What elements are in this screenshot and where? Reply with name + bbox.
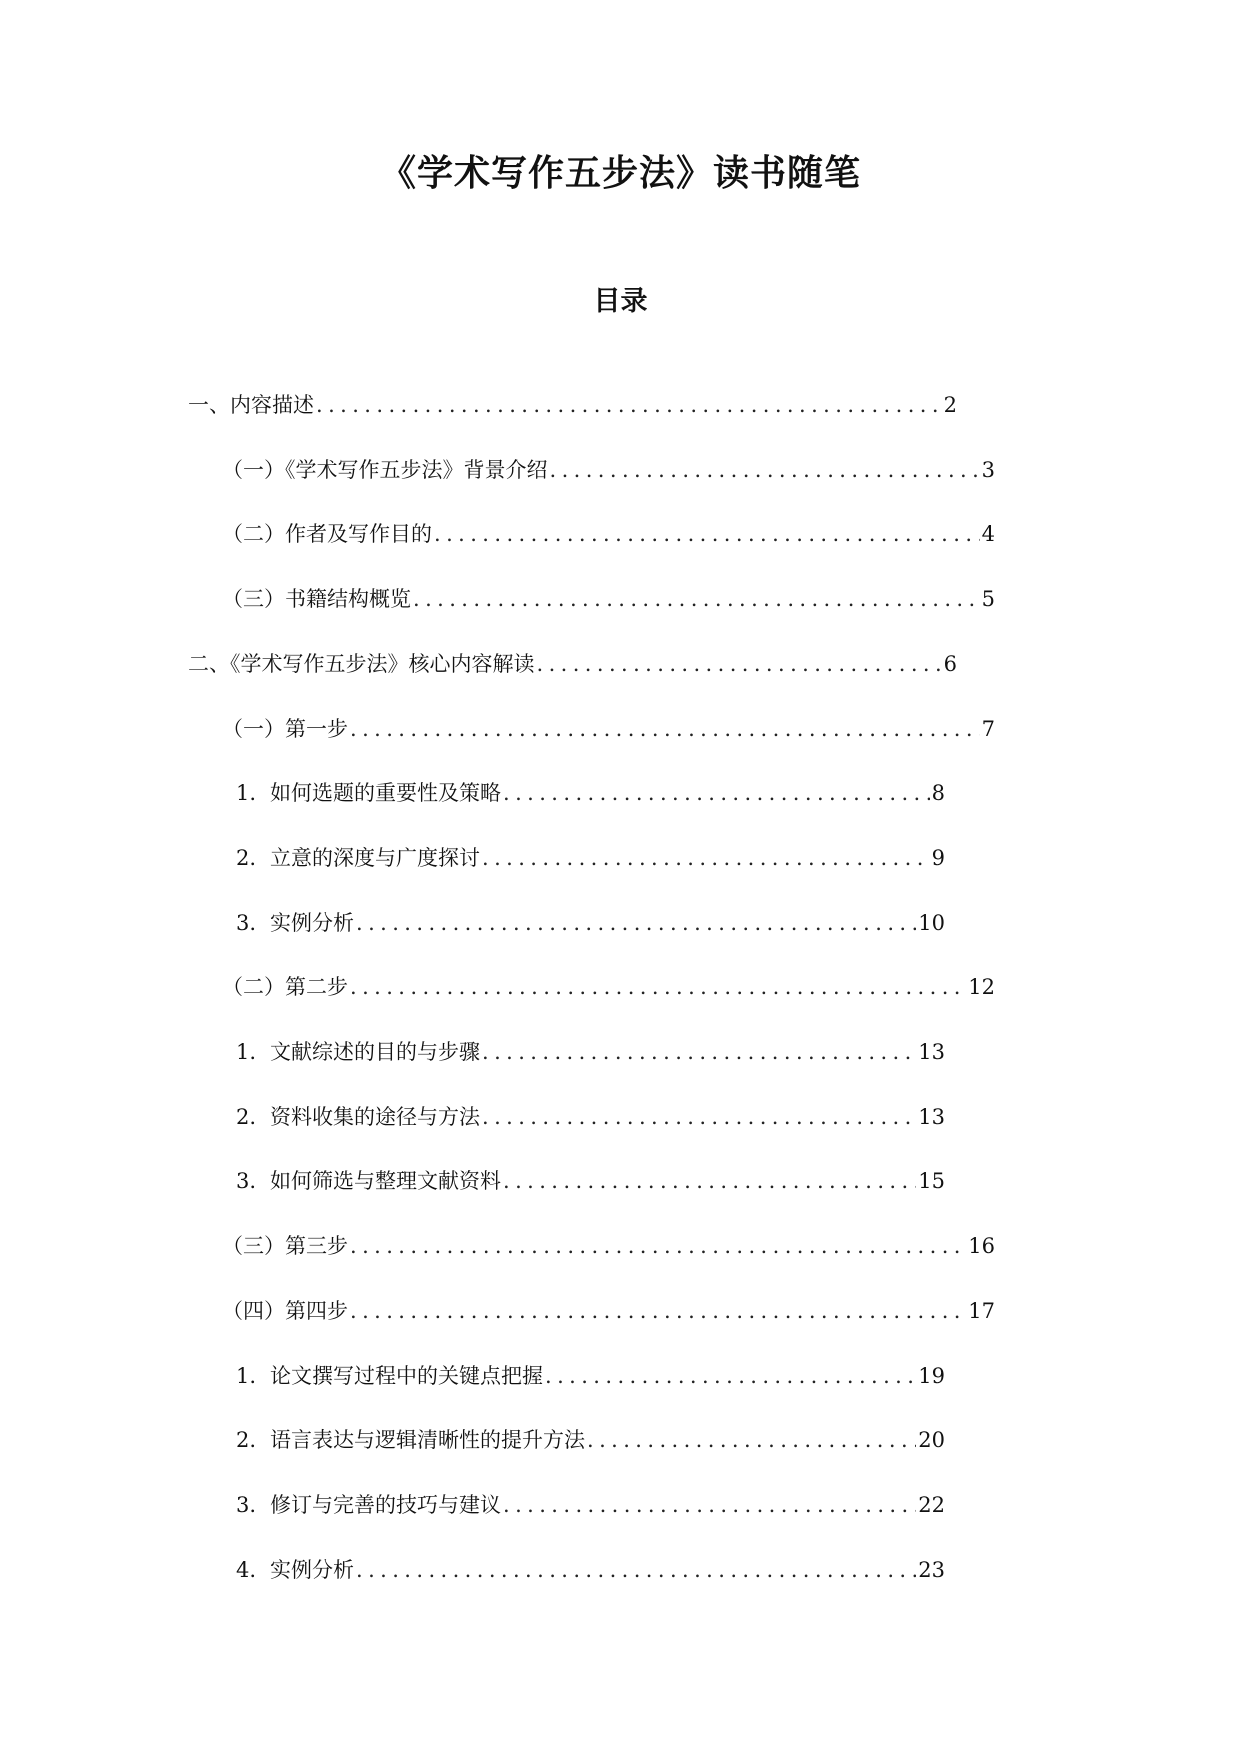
toc-page-number: 12: [968, 975, 995, 1000]
toc-entry-title: （一）《学术写作五步法》背景介绍: [222, 457, 548, 482]
toc-page-number: 7: [981, 716, 995, 741]
toc-dot-leader: [350, 1294, 966, 1328]
toc-page-number: 9: [931, 845, 945, 870]
toc-entry-number: 1.: [236, 1040, 257, 1064]
toc-dot-leader: [587, 1423, 916, 1457]
toc-entry-title: 如何选题的重要性及策略: [270, 781, 501, 806]
toc-heading: 目录: [593, 286, 648, 317]
toc-page-number: 13: [918, 1104, 945, 1129]
toc-entry-title: 实例分析: [270, 910, 354, 935]
toc-entry-title: 修订与完善的技巧与建议: [270, 1492, 501, 1517]
toc-entry-number: 2.: [236, 845, 257, 870]
toc-entry-number: 4.: [236, 1557, 257, 1582]
toc-entry[interactable]: [236, 1488, 945, 1522]
toc-entry[interactable]: [236, 1423, 945, 1457]
toc-entry[interactable]: [222, 517, 995, 551]
toc-page-number: 17: [968, 1298, 995, 1323]
toc-page-number: 23: [918, 1557, 945, 1582]
toc-dot-leader: [434, 517, 980, 551]
toc-entry[interactable]: [222, 453, 995, 487]
document-title: 《学术写作五步法》读书随笔: [379, 152, 861, 194]
toc-entry[interactable]: [236, 1100, 945, 1134]
toc-entry[interactable]: [188, 388, 957, 422]
toc-entry[interactable]: [236, 1164, 945, 1198]
toc-dot-leader: [482, 1100, 916, 1134]
toc-entry[interactable]: [236, 906, 945, 940]
toc-entry-title: 语言表达与逻辑清晰性的提升方法: [270, 1428, 585, 1453]
toc-page-number: 5: [981, 587, 995, 612]
toc-page-number: 19: [918, 1363, 945, 1388]
toc-dot-leader: [350, 970, 966, 1004]
toc-entry-number: 3.: [236, 1169, 257, 1194]
toc-entry-title: （二）作者及写作目的: [222, 522, 432, 547]
toc-entry-title: 资料收集的途径与方法: [270, 1104, 480, 1129]
toc-entry-title: （三）第三步: [222, 1234, 348, 1259]
toc-entry-number: 1.: [236, 781, 257, 806]
toc-dot-leader: [537, 647, 942, 681]
toc-page-number: 3: [981, 457, 995, 482]
toc-page-number: 13: [918, 1040, 945, 1064]
toc-dot-leader: [503, 776, 930, 810]
toc-entry[interactable]: [236, 776, 945, 810]
toc-dot-leader: [356, 906, 916, 940]
toc-page-number: 22: [918, 1492, 945, 1517]
toc-entry[interactable]: [222, 1294, 995, 1328]
toc-dot-leader: [482, 1035, 916, 1069]
toc-entry[interactable]: [236, 1359, 945, 1393]
toc-dot-leader: [350, 712, 980, 746]
toc-dot-leader: [550, 453, 980, 487]
toc-entry[interactable]: [188, 647, 957, 681]
toc-entry-title: 文献综述的目的与步骤: [270, 1040, 480, 1064]
toc-page-number: 6: [943, 651, 957, 676]
toc-entry-title: （三）书籍结构概览: [222, 587, 411, 612]
toc-entry-title: 立意的深度与广度探讨: [270, 845, 480, 870]
toc-entry-number: 1.: [236, 1363, 257, 1388]
toc-entry-title: 如何筛选与整理文献资料: [270, 1169, 501, 1194]
toc-dot-leader: [482, 841, 930, 875]
toc-dot-leader: [545, 1359, 916, 1393]
toc-page-number: 10: [918, 910, 945, 935]
toc-entry[interactable]: [236, 1035, 945, 1069]
toc-entry-title: 实例分析: [270, 1557, 354, 1582]
toc-entry[interactable]: [222, 1229, 995, 1263]
toc-entry-title: 一、内容描述: [188, 393, 314, 417]
toc-entry[interactable]: [236, 1553, 945, 1587]
toc-dot-leader: [413, 582, 980, 616]
toc-dot-leader: [356, 1553, 916, 1587]
toc-entry-title: （二）第二步: [222, 975, 348, 1000]
toc-entry-title: 论文撰写过程中的关键点把握: [270, 1363, 543, 1388]
toc-dot-leader: [503, 1488, 916, 1522]
toc-page-number: 4: [981, 522, 995, 547]
toc-entry-title: （四）第四步: [222, 1298, 348, 1323]
toc-entry-number: 2.: [236, 1104, 257, 1129]
toc-entry-title: 二、《学术写作五步法》核心内容解读: [188, 651, 535, 676]
toc-page-number: 15: [918, 1169, 945, 1194]
toc-dot-leader: [350, 1229, 966, 1263]
toc-entry[interactable]: [222, 712, 995, 746]
toc-page-number: 2: [943, 393, 957, 417]
toc-page-number: 8: [931, 781, 945, 806]
toc-dot-leader: [316, 388, 942, 422]
toc-entry-title: （一）第一步: [222, 716, 348, 741]
toc-entry[interactable]: [222, 582, 995, 616]
toc-entry-number: 3.: [236, 1492, 257, 1517]
toc-page-number: 20: [918, 1428, 945, 1453]
toc-entry[interactable]: [222, 970, 995, 1004]
toc-page-number: 16: [968, 1234, 995, 1259]
toc-dot-leader: [503, 1164, 916, 1198]
toc-entry-number: 3.: [236, 910, 257, 935]
toc-entry[interactable]: [236, 841, 945, 875]
toc-entry-number: 2.: [236, 1428, 257, 1453]
